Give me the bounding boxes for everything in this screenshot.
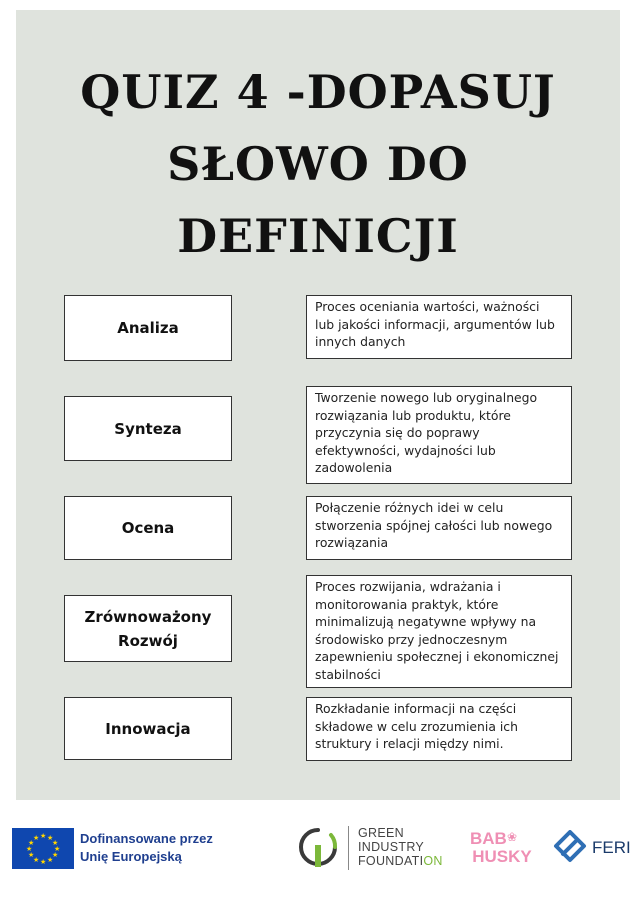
definition-line: minimalizują negatywne wpływy na [315,614,537,629]
green-industry-logo-icon [298,826,338,868]
definition-line: Połączenie różnych idei w celu [315,500,504,515]
term-label: Analiza [117,319,179,337]
eu-funding-text [80,830,213,866]
term-label-line-1: Zrównoważony [84,607,212,626]
definition-line: stworzenia spójnej całości lub nowego [315,517,553,533]
title-line-1: QUIZ 4 -DOPASUJ [80,65,556,119]
baby-husky-logo [466,830,538,866]
term-card-analiza[interactable] [64,295,232,361]
feri-logo-text: FERI [592,838,631,857]
definition-line: przyczynia się do poprawy [315,425,480,440]
definition-line: zapewnieniu społecznej i ekonomicznej [315,649,559,664]
term-card-synteza[interactable] [64,396,232,461]
definition-line: rozwiązania [315,535,389,550]
term-label-line-2: Rozwój [118,631,178,650]
definition-line: lub jakości informacji, argumentów lub [315,316,555,332]
eu-text-line-2: Unię Europejską [80,849,182,864]
definition-line: składowe w celu zrozumienia ich [315,718,518,734]
definition-card-2[interactable] [306,386,572,484]
definition-line: efektywności, wydajności lub [315,442,496,458]
definition-line: stabilności [315,666,381,682]
page-title [16,56,620,272]
title-line-3: DEFINICJI [177,209,459,263]
gif-line-1: GREEN [358,826,404,840]
paw-icon: ❀ [507,830,518,844]
definition-line: Tworzenie nowego lub oryginalnego [315,390,538,405]
eu-flag-icon: ★ ★ ★ ★ ★ ★ ★ ★ ★ ★ ★ ★ [12,828,74,869]
gif-line-2: INDUSTRY [358,840,425,854]
definition-line: Rozkładanie informacji na części [315,701,517,716]
definition-card-1[interactable] [306,295,572,359]
definition-card-5[interactable] [306,697,572,761]
definition-line: monitorowania praktyk, które [315,596,499,612]
definition-card-3[interactable] [306,496,572,560]
term-card-ocena[interactable] [64,496,232,560]
baby-husky-line-1: BAB [470,829,507,848]
green-industry-foundation-logo [358,826,443,868]
title-line-2: SŁOWO DO [167,137,469,191]
term-label: Synteza [114,419,182,438]
definition-line: Proces rozwijania, wdrażania i [315,579,501,594]
definition-line: środowisko przy jednoczesnym [315,631,508,647]
gif-line-3: FOUNDATION [358,854,443,868]
definition-card-4[interactable] [306,575,572,688]
baby-husky-line-2: HUSKY [472,847,532,866]
term-label: Ocena [121,519,175,537]
term-card-innowacja[interactable] [64,697,232,760]
feri-logo-icon [553,830,587,864]
term-card-zrownowazony-rozwoj[interactable] [64,595,232,662]
definition-line: struktury i relacji między nimi. [315,736,504,751]
logo-divider [348,826,349,870]
eu-text-line-1: Dofinansowane przez [80,831,213,846]
definition-line: Proces oceniania wartości, ważności [315,299,540,314]
term-label: Innowacja [105,719,191,738]
definition-line: rozwiązania lub produktu, które [315,407,511,423]
definition-line: innych danych [315,334,406,349]
definition-line: zadowolenia [315,460,393,475]
